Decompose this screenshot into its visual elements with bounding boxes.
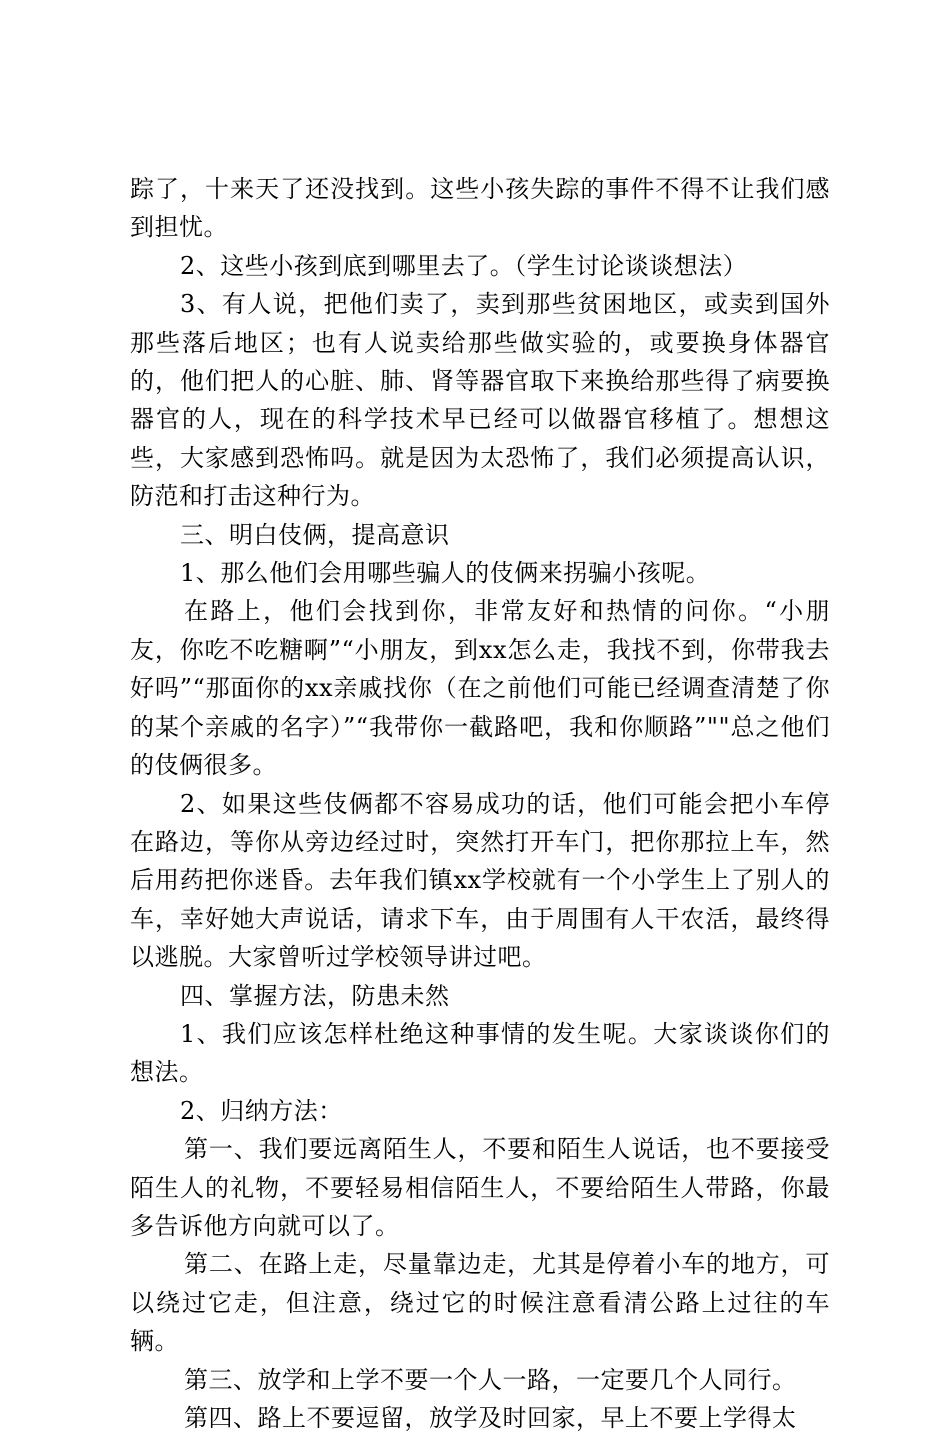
section-heading-3: 三、明白伎俩，提高意识 xyxy=(180,520,450,549)
paragraph-method-1: 第一、我们要远离陌生人，不要和陌生人说话，也不要接受陌生人的礼物，不要轻易相信陌生人，不要给陌生人带路，你最多告诉他方向就可以了。 xyxy=(130,1135,830,1240)
paragraph-on-road: 在路上，他们会找到你，非常友好和热情的问你。“小朋友，你吃不吃糖啊”“小朋友，到xx怎么走，我找不到，你带我去好吗”“那面你的xx亲戚找你（在之前他们可能已经调查清楚了你的某个亲戚的名字）”“我带你一截路吧，我和你顺路”""总之他们的伎俩很多。 xyxy=(130,597,830,780)
paragraph-section4-item-1: 1、我们应该怎样杜绝这种事情的发生呢。大家谈谈你们的想法。 xyxy=(130,1019,830,1087)
paragraph-item-3: 3、有人说，把他们卖了，卖到那些贫困地区，或卖到国外那些落后地区；也有人说卖给那些做实验的，或要换身体器官的，他们把人的心脏、肺、肾等器官取下来换给那些得了病要换器官的人，现在的科学技术早已经可以做器官移植了。想想这些，大家感到恐怖吗。就是因为太恐怖了，我们必须提高认识，防范和打击这种行为。 xyxy=(130,290,830,511)
paragraph-section4-item-2: 2、归纳方法： xyxy=(180,1096,343,1125)
paragraph-section3-item-1: 1、那么他们会用哪些骗人的伎俩来拐骗小孩呢。 xyxy=(180,559,711,588)
paragraph-method-4: 第四、路上不要逗留，放学及时回家，早上不要上学得太 xyxy=(184,1404,797,1432)
paragraph-method-2: 第二、在路上走，尽量靠边走，尤其是停着小车的地方，可以绕过它走，但注意，绕过它的时候注意看清公路上过往的车辆。 xyxy=(130,1250,830,1356)
document-body xyxy=(130,170,830,1437)
paragraph-section3-item-2: 2、如果这些伎俩都不容易成功的话，他们可能会把小车停在路边，等你从旁边经过时，突然打开车门，把你那拉上车，然后用药把你迷昏。去年我们镇xx学校就有一个小学生上了别人的车，幸好她大声说话，请求下车，由于周围有人干农活，最终得以逃脱。大家曾听过学校领导讲过吧。 xyxy=(130,789,830,972)
paragraph-item-2: 2、这些小孩到底到哪里去了。（学生讨论谈谈想法） xyxy=(180,251,748,280)
paragraph-continuation: 踪了，十来天了还没找到。这些小孩失踪的事件不得不让我们感到担忧。 xyxy=(130,175,830,242)
section-heading-4: 四、掌握方法，防患未然 xyxy=(180,981,450,1010)
paragraph-method-3: 第三、放学和上学不要一个人一路，一定要几个人同行。 xyxy=(184,1365,797,1394)
